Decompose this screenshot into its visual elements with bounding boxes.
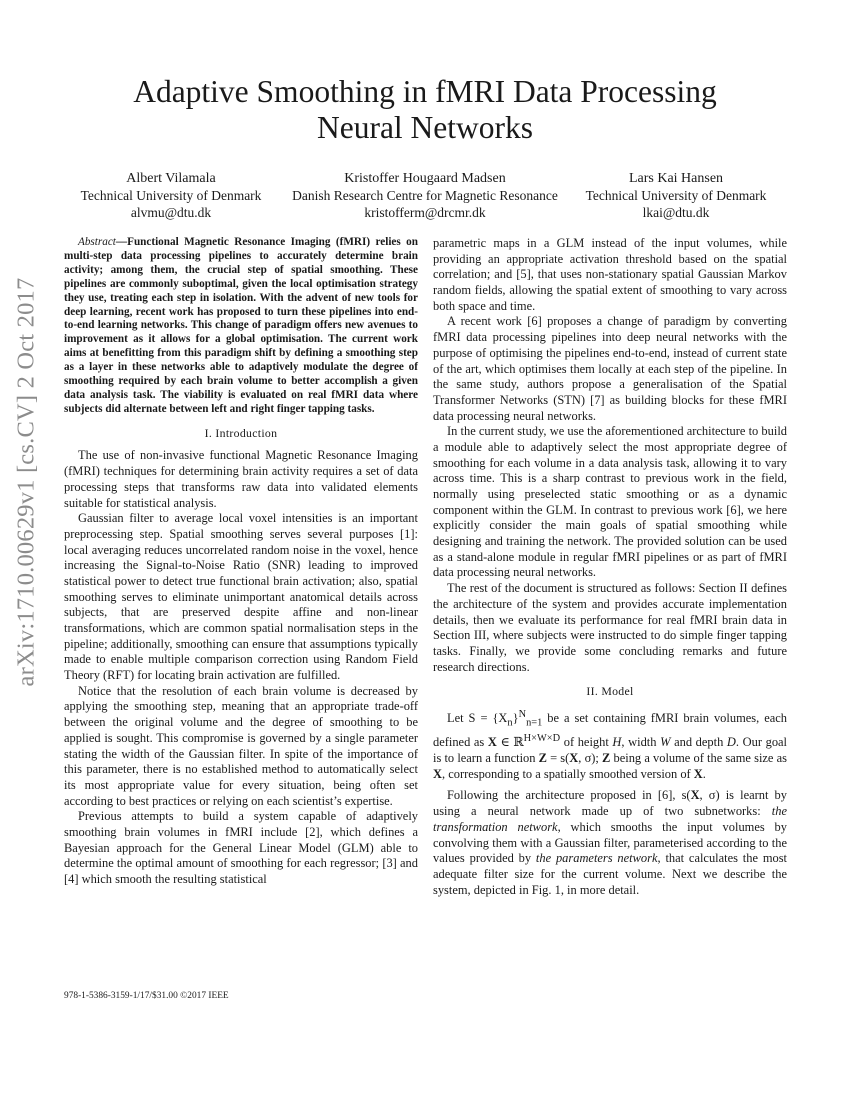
left-column <box>64 236 418 888</box>
author-affiliation: Technical University of Denmark <box>80 188 262 203</box>
author-email: alvmu@dtu.dk <box>130 205 212 220</box>
abstract <box>64 236 418 417</box>
arxiv-identifier: arXiv:1710.00629v1 [cs.CV] 2 Oct 2017 <box>12 277 39 687</box>
paragraph: Gaussian filter to average local voxel intensities is an important preprocessing step. Spatial smoothing serves several purposes [1]: local averaging reduces uncorrelated random noise in the voxel, hence increasing the Signal-to-Noise Ratio (SNR) leading to improved statistical power to detect true functional brain activation; also, spatial smoothing serves to eliminate unimportant anatomical details across subjects, that are preserved despite affine and non-linear transformations, which are common spatial normalisation steps in the pipeline; additionally, smoothing can ensure that assumptions typically made to enable multiple comparison correction using Random Field Theory (RFT) for locating brain activation are fulfilled. <box>64 511 418 683</box>
author-email: kristofferm@drcmr.dk <box>364 205 486 220</box>
paragraph: In the current study, we use the aforementioned architecture to build a module able to adaptively select the most appropriate degree of smoothing for each volume in a data analysis task, allowing it to vary across time. This is a sharp contrast to previous work in the field, normally using preselected static smoothing or as a dynamic component within the GLM. In contrast to previous work [6], we here explicitly consider the main goals of spatial smoothing while designing and training the network. The provided solution can be used as a stand-alone module in regular fMRI pipelines or as part of fMRI data processing neural networks. <box>433 424 787 580</box>
author-block-3 <box>573 170 779 221</box>
paper-title: Adaptive Smoothing in fMRI Data Processing Neural Networks <box>133 74 717 145</box>
paragraph: The rest of the document is structured as follows: Section II defines the architecture of the system and provides accurate implementation details, then we evaluate its performance for real fMRI brain data in Section III, where subjects were instructed to do simple finger tapping tasks. Finally, we provide some concluding remarks and future research directions. <box>433 581 787 674</box>
author-name: Albert Vilamala <box>126 171 216 186</box>
copyright-notice: 978-1-5386-3159-1/17/$31.00 ©2017 IEEE <box>64 991 229 1001</box>
author-affiliation: Technical University of Denmark <box>585 188 767 203</box>
right-column <box>433 236 787 898</box>
model-paragraph: Following the architecture proposed in [6], s(X, σ) is learnt by using a neural network made up of two subnetworks: the transformation network, which smooths the input volumes by convolving them with a Gaussian filter, parameterised according to the values provided by the parameters network, that calculates the most adequate filter size for the current volume. Next we describe the system, depicted in Fig. 1, in more detail. <box>433 788 788 897</box>
abstract-text: —Functional Magnetic Resonance Imaging (fMRI) relies on multi-step data processing pipelines to accurately determine brain activity; among them, the crucial step of spatial smoothing. These pipelines are commonly suboptimal, given the local optimisation strategy they use, treating each step in isolation. With the advent of new tools for deep learning, recent work has proposed to turn these pipelines into end-to-end learning networks. This change of paradigm offers new avenues to improvement as it allows for a global optimisation. The current work aims at benefitting from this paradigm shift by defining a smoothing step as a layer in these networks able to adaptively modulate the degree of smoothing required by each brain volume to better accomplish a given data analysis task. The viability is evaluated on real fMRI data where subjects did alternate between left and right finger tapping tasks. <box>64 236 418 415</box>
author-name: Kristoffer Hougaard Madsen <box>344 171 506 186</box>
author-block-1 <box>68 170 274 221</box>
author-affiliation: Danish Research Centre for Magnetic Resonance <box>292 188 558 203</box>
model-paragraph: Let $S = \{X_n\}^N_{n=1}$ be a set containing fMRI brain volumes, each defined as X ∈ ℝ$^{H\times W\times D}$ of height H, width W and depth D. Our goal is to learn a function Z = s(X, σ); Z being a volume of the same size as X, corresponding to a spatially smoothed version of X. <box>433 708 788 781</box>
abstract-label: Abstract <box>78 236 116 248</box>
author-block-2 <box>282 170 568 221</box>
paragraph: Previous attempts to build a system capable of adaptively smoothing brain volumes in fMRI include [2], which defines a Bayesian approach for the General Linear Model (GLM) able to determine the optimal amount of smoothing for each regressor; [3] and [4] which smooth the resulting statistical <box>64 809 418 887</box>
arxiv-side-label <box>4 277 48 687</box>
paragraph: The use of non-invasive functional Magnetic Resonance Imaging (fMRI) techniques for determining brain activity requires a set of data processing steps that transforms raw data into validated elements suitable for statistical analysis. <box>64 448 418 510</box>
paragraph: Notice that the resolution of each brain volume is decreased by applying the smoothing step, meaning that an appropriate trade-off between the original volume and the degree of smoothing to be applied is sought. This compromise is governed by a single parameter stating the width of the Gaussian filter. In spite of the importance of this parameter, there is no established method to automatically select its most appropriate value for every situation, being often set according to best practices or relying on each scientist’s expertise. <box>64 683 418 808</box>
paragraph: A recent work [6] proposes a change of paradigm by converting fMRI data processing pipelines into deep neural networks with the purpose of optimising the pipelines end-to-end, instead of current state of the art, which optimises them locally at each step of the pipeline. In the same study, authors propose a generalisation of the Spatial Transformer Networks (STN) [7] as building blocks for these fMRI data processing neural networks. <box>433 314 787 423</box>
paragraph: parametric maps in a GLM instead of the input volumes, while providing an appropriate activation threshold based on the spatial correlation; and [5], that uses non-stationary spatial Gaussian Markov random fields, allowing the spatial extent of smoothing to vary across both space and time. <box>433 236 787 313</box>
author-email: lkai@dtu.dk <box>642 205 710 220</box>
section-heading-model: II. Model <box>586 684 634 699</box>
author-name: Lars Kai Hansen <box>628 171 724 186</box>
section-heading-introduction: I. Introduction <box>204 425 278 440</box>
